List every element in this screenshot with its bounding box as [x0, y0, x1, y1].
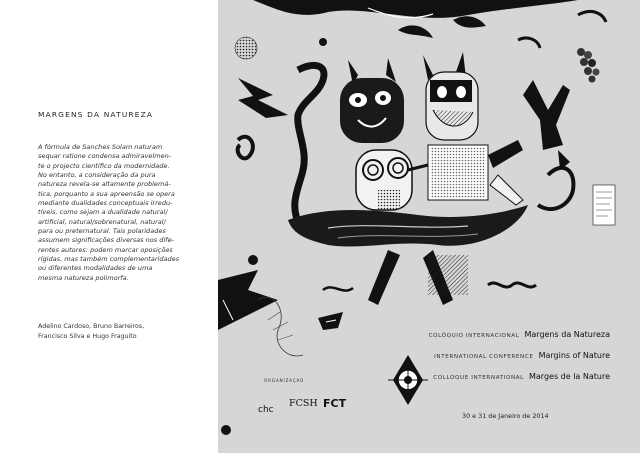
- authors: [38, 322, 144, 342]
- intro-line: A fórmula de Sanches Solam naturam: [38, 143, 163, 151]
- intro-line: tica, porquanto a sua apreensão se opera: [38, 189, 175, 198]
- intro-line: rentes autores: podem marcar oposições: [38, 245, 173, 254]
- intro-line: natureza revela-se altamente problemá-: [38, 180, 171, 189]
- authors-line: Adelino Cardoso, Bruno Barreiros,: [38, 323, 145, 330]
- conference-label: COLÓQUIO INTERNACIONAL: [428, 333, 520, 339]
- conference-row-pt: [429, 322, 610, 341]
- conference-label: INTERNATIONAL CONFERENCE: [434, 354, 534, 360]
- intro-line: artificial, natural/sobrenatural, natural/: [38, 217, 166, 226]
- intro-line: mesma natureza polimorfa.: [38, 273, 129, 282]
- intro-line: para ou preternatural. Tais polaridades: [38, 227, 166, 236]
- conference-row-en: [434, 343, 610, 362]
- intro-line: te o projecto científico da modernidade.: [38, 161, 170, 170]
- conference-name: Marges de la Nature: [528, 372, 610, 381]
- figure-right: [423, 52, 523, 205]
- conference-label: COLLOQUE INTERNATIONAL: [433, 375, 524, 381]
- event-date: 30 e 31 de Janeiro de 2014: [462, 412, 549, 420]
- collage-artwork: [218, 0, 640, 453]
- artwork-panel: [218, 0, 640, 453]
- fct-logo: FCT: [323, 397, 347, 410]
- conference-name: Margens da Natureza: [524, 330, 610, 339]
- text-panel: [0, 0, 218, 453]
- intro-line: tíveis, como sejam a dualidade natural/: [38, 208, 168, 217]
- conference-name: Margins of Nature: [538, 351, 610, 360]
- chc-logo: chc: [258, 405, 274, 415]
- page-title: MARGENS DA NATUREZA: [38, 110, 154, 119]
- conference-row-fr: [433, 364, 610, 383]
- grapes-icon: [577, 48, 600, 83]
- ornament-icon: [388, 355, 428, 405]
- authors-line: Francisco Silva e Hugo Fraguito: [38, 333, 137, 341]
- intro-line: mediante dualidades conceptuais irredu-: [38, 199, 173, 208]
- intro-line: ou diferentes modalidades de uma: [38, 264, 153, 273]
- intro-line: rígidas, mas também complementaridades: [38, 255, 180, 264]
- intro-text: [38, 143, 200, 283]
- intro-line: sequar ratione condensa admiravelmen-: [38, 152, 172, 161]
- intro-line: assumem significações diversas nos dife-: [38, 236, 174, 245]
- fcsh-logo: FCSH: [289, 398, 318, 409]
- figure-left: [340, 58, 412, 210]
- organization-label: ORGANIZAÇÃO: [264, 378, 305, 383]
- intro-line: No entanto, a consideração da pura: [38, 171, 156, 180]
